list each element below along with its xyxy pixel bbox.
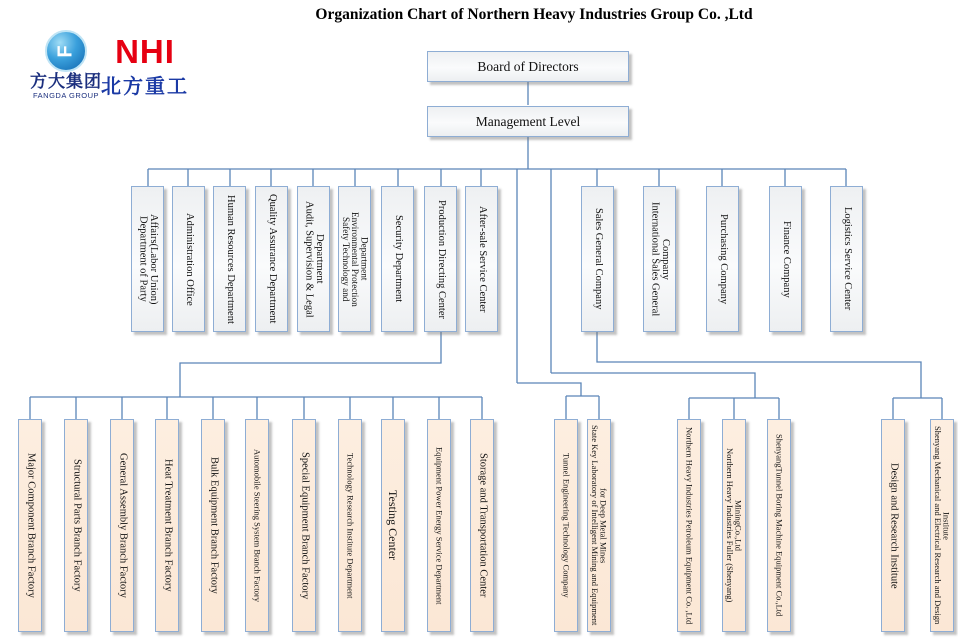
connector [180, 332, 441, 397]
node-board-of-directors [427, 51, 629, 82]
node-tunnel-engineering-company [554, 419, 578, 632]
page-title: Organization Chart of Northern Heavy Industries Group Co. ,Ltd [315, 6, 753, 23]
node-label: Bulk Equipment Branch Factory [208, 457, 220, 594]
node-label: Tunnel Engineering Technology Company [561, 453, 572, 598]
nhi-chinese-label: 北方重工 [101, 76, 189, 99]
node-mech-elec-research-institute [930, 419, 954, 632]
node-label: Design and Research Institute [888, 462, 900, 589]
node-petroleum-equipment-co [677, 419, 701, 632]
node-general-assembly-factory [110, 419, 134, 632]
node-label: Technology Research Institute Department [345, 452, 356, 599]
node-major-component-factory [18, 419, 42, 632]
node-technology-research-institute [338, 419, 362, 632]
node-structural-parts-factory [64, 419, 88, 632]
node-label: Safety Technology and Environmental Protection Department [340, 211, 370, 307]
node-label: Storage and Transportation Center [477, 453, 489, 598]
node-after-sale-service-center [465, 186, 498, 332]
connector [517, 383, 599, 419]
node-state-key-laboratory [587, 419, 611, 632]
node-label: Management Level [475, 113, 581, 129]
node-label: Finance Company [780, 220, 792, 298]
node-label: Equipment Power Energy Service Department [434, 446, 445, 605]
node-storage-transportation-center [470, 419, 494, 632]
node-special-equipment-factory [292, 419, 316, 632]
node-tunnel-boring-equipment-co [767, 419, 791, 632]
node-label: Special Equipment Branch Factory [299, 451, 311, 600]
node-label: Production Directing Center [435, 199, 447, 319]
node-label: Testing Center [386, 490, 401, 561]
node-label: Automobile Steering System Branch Factory [252, 449, 263, 602]
node-label: Shenyang Mechanical and Electrical Research and Design Institute [933, 426, 952, 625]
node-sales-general-company [581, 186, 614, 332]
node-label: Heat Treatment Branch Factory [162, 459, 174, 592]
node-label: Board of Directors [477, 58, 579, 74]
node-safety-environmental [338, 186, 371, 332]
node-fuller-mining-co [722, 419, 746, 632]
node-heat-treatment-factory [155, 419, 179, 632]
node-security-department [381, 186, 414, 332]
connector [148, 169, 846, 186]
fangda-sphere-icon: F [45, 30, 87, 72]
node-label: Human Resources Department [224, 194, 236, 324]
connector [517, 169, 551, 383]
node-label: Logistics Service Center [841, 207, 853, 311]
node-label: Northern Heavy Industries Fuller (Shenyang) MiningCo.,Ltd [725, 448, 744, 603]
node-label: General Assembly Branch Factory [117, 453, 129, 598]
node-label: Quality Assurance Department [266, 194, 278, 324]
node-automobile-steering-factory [245, 419, 269, 632]
node-label: Northern Heavy Industries Petroleum Equipment Co. ,Ltd [684, 426, 695, 625]
node-label: Audit, Supervision & Legal Department [303, 200, 326, 318]
node-label: International Sales General Company [649, 201, 672, 317]
node-design-research-institute [881, 419, 905, 632]
node-label: ShenyangTunnel Boring Machine Equipment Co.,Ltd [774, 434, 785, 617]
node-production-directing-center [424, 186, 457, 332]
fangda-english-label: FANGDA GROUP [32, 90, 99, 100]
node-label: State Key Laboratory of Intelligent Mining and Equipment for Deep Metal Mines [590, 425, 609, 626]
node-label: Security Department [392, 215, 404, 303]
node-human-resources [213, 186, 246, 332]
node-label: Administration Office [183, 212, 195, 306]
node-equipment-power-energy [427, 419, 451, 632]
node-label: Sales General Company [592, 208, 604, 310]
node-purchasing-company [706, 186, 739, 332]
node-bulk-equipment-factory [201, 419, 225, 632]
node-label: After-sale Service Center [476, 205, 488, 313]
node-quality-assurance [255, 186, 288, 332]
node-label: Major Component Branch Factory [25, 453, 37, 598]
node-finance-company [769, 186, 802, 332]
node-label: Department of Party Affairs(Labor Union) [137, 213, 160, 305]
node-label: Structural Parts Branch Factory [71, 459, 83, 592]
connector [30, 397, 482, 419]
fangda-chinese-label: 方大集团 [30, 72, 102, 91]
node-logistics-service-center [830, 186, 863, 332]
node-testing-center [381, 419, 405, 632]
connector [597, 332, 942, 419]
nhi-abbr-label: NHI [115, 33, 175, 70]
node-party-affairs [131, 186, 164, 332]
node-administration-office [172, 186, 205, 332]
node-international-sales [643, 186, 676, 332]
node-label: Purchasing Company [717, 213, 729, 305]
node-audit-supervision-legal [297, 186, 330, 332]
node-management-level [427, 106, 629, 137]
